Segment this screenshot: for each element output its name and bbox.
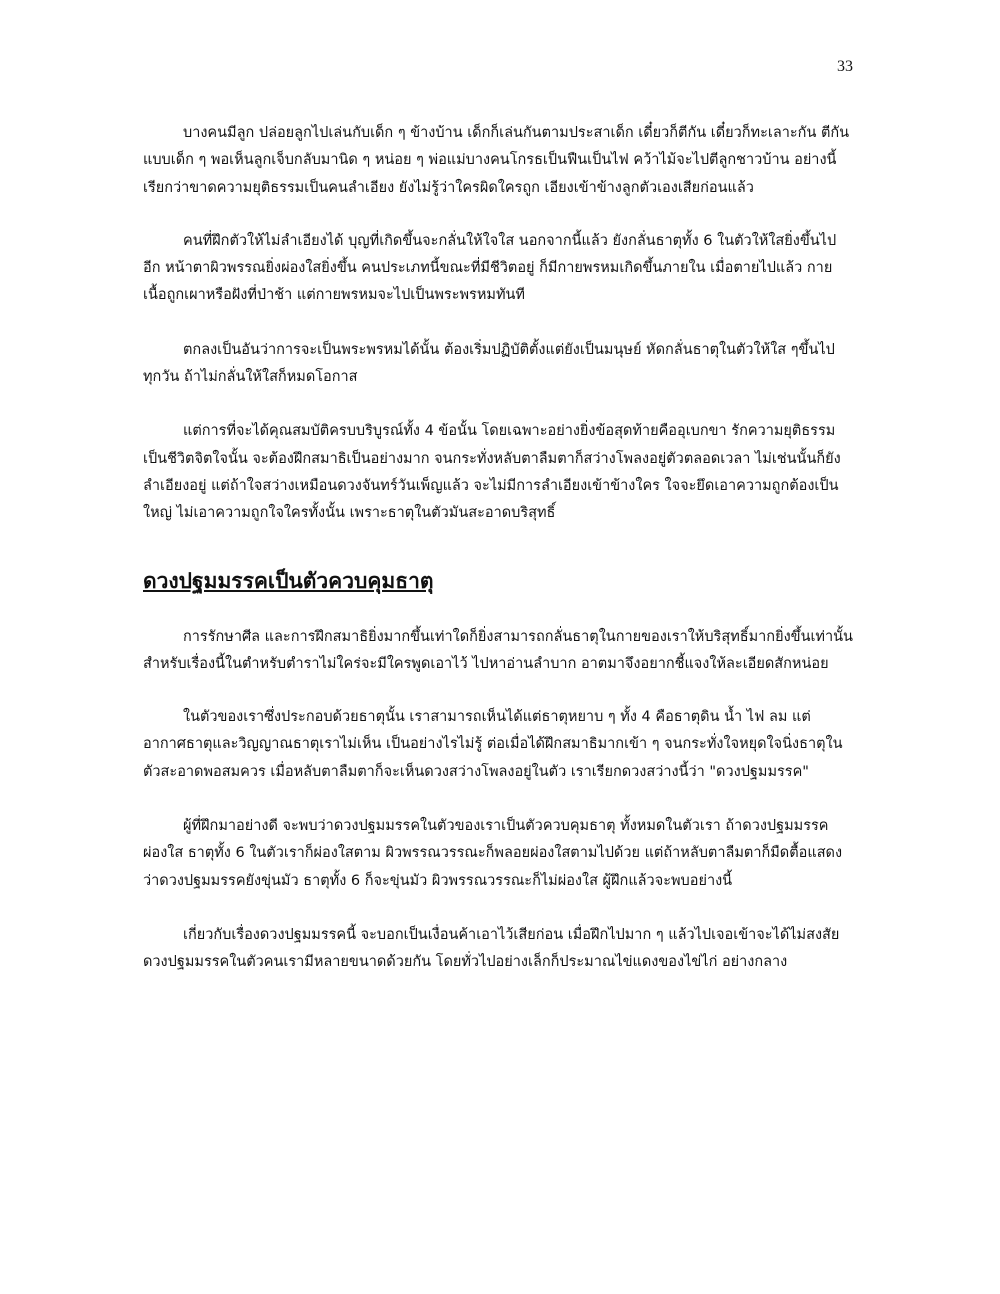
- paragraph-6: ในตัวของเราซึ่งประกอบด้วยธาตุนั้น เราสามารถเห็นได้แต่ธาตุหยาบ ๆ ทั้ง 4 คือธาตุดิน น้ำ ไฟ ลม แต่อากาศธาตุและวิญญาณธาตุเราไม่เห็น เป็นอย่างไรไม่รู้ ต่อเมื่อได้ฝึกสมาธิมากเข้า ๆ จนกระทั่งใจหยุดใจนิ่งธาตุในตัวสะอาดพอสมควร เมื่อหลับตาลืมตาก็จะเห็นดวงสว่างโพลงอยู่ในตัว เราเรียกดวงสว่างนี้ว่า "ดวงปฐมมรรค": [143, 709, 843, 780]
- paragraph-2: คนที่ฝึกตัวให้ไม่ลำเอียงได้ บุญที่เกิดขึ้นจะกลั่นให้ใจใส นอกจากนี้แล้ว ยังกลั่นธาตุทั้ง 6 ในตัวให้ใสยิ่งขึ้นไปอีก หน้าตาผิวพรรณยิ่งผ่องใสยิ่งขึ้น คนประเภทนี้ขณะที่มีชีวิตอยู่ ก็มีกายพรหมเกิดขึ้นภายใน เมื่อตายไปแล้ว กายเนื้อถูกเผาหรือฝังที่ป่าช้า แต่กายพรหมจะไปเป็นพระพรหมทันที: [143, 232, 837, 304]
- document-body: [143, 120, 853, 977]
- paragraph-4: แต่การที่จะได้คุณสมบัติครบบริบูรณ์ทั้ง 4 ข้อนั้น โดยเฉพาะอย่างยิ่งข้อสุดท้ายคืออุเบกขา รักความยุติธรรมเป็นชีวิตจิตใจนั้น จะต้องฝึกสมาธิเป็นอย่างมาก จนกระทั่งหลับตาลืมตาก็สว่างโพลงอยู่ตัวตลอดเวลา ไม่เช่นนั้นก็ยังลำเอียงอยู่ แต่ถ้าใจสว่างเหมือนดวงจันทร์วันเพ็ญแล้ว จะไม่มีการลำเอียงเข้าข้างใคร ใจจะยึดเอาความถูกต้องเป็นใหญ่ ไม่เอาความถูกใจใครทั้งนั้น เพราะธาตุในตัวมันสะอาดบริสุทธิ์: [143, 423, 841, 522]
- paragraph-5: การรักษาศีล และการฝึกสมาธิยิ่งมากขึ้นเท่าใดก็ยิ่งสามารถกลั่นธาตุในกายของเราให้บริสุทธิ์มากยิ่งขึ้นเท่านั้น สำหรับเรื่องนี้ในตำหรับตำราไม่ใคร่จะมีใครพูดเอาไว้ ไปหาอ่านลำบาก อาตมาจึงอยากชี้แจงให้ละเอียดสักหน่อย: [143, 628, 853, 672]
- section-heading: ดวงปฐมมรรคเป็นตัวควบคุมธาตุ: [143, 568, 434, 593]
- paragraph-1: บางคนมีลูก ปล่อยลูกไปเล่นกับเด็ก ๆ ข้างบ้าน เด็กก็เล่นกันตามประสาเด็ก เดี๋ยวก็ตีกัน เดี๋ยวก็ทะเลาะกัน ตีกันแบบเด็ก ๆ พอเห็นลูกเจ็บกลับมานิด ๆ หน่อย ๆ พ่อแม่บางคนโกรธเป็นฟืนเป็นไฟ คว้าไม้จะไปตีลูกชาวบ้าน อย่างนี้เรียกว่าขาดความยุติธรรมเป็นคนลำเอียง ยังไม่รู้ว่าใครผิดใครถูก เอียงเข้าข้างลูกตัวเองเสียก่อนแล้ว: [143, 125, 850, 196]
- paragraph-8: เกี่ยวกับเรื่องดวงปฐมมรรคนี้ จะบอกเป็นเงื่อนค้าเอาไว้เสียก่อน เมื่อฝึกไปมาก ๆ แล้วไปเจอเข้าจะได้ไม่สงสัย ดวงปฐมมรรคในตัวคนเรามีหลายขนาดด้วยกัน โดยทั่วไปอย่างเล็กก็ประมาณไข่แดงของไข่ไก่ อย่างกลาง: [143, 926, 840, 971]
- paragraph-7: ผู้ที่ฝึกมาอย่างดี จะพบว่าดวงปฐมมรรคในตัวของเราเป็นตัวควบคุมธาตุ ทั้งหมดในตัวเรา ถ้าดวงปฐมมรรคผ่องใส ธาตุทั้ง 6 ในตัวเราก็ผ่องใสตาม ผิวพรรณวรรณะก็พลอยผ่องใสตามไปด้วย แต่ถ้าหลับตาลืมตาก็มืดตื้อแสดงว่าดวงปฐมมรรคยังขุ่นมัว ธาตุทั้ง 6 ก็จะขุ่นมัว ผิวพรรณวรรณะก็ไม่ผ่องใส ผู้ฝึกแล้วจะพบอย่างนี้: [143, 818, 843, 889]
- paragraph-3: ตกลงเป็นอันว่าการจะเป็นพระพรหมได้นั้น ต้องเริ่มปฏิบัติตั้งแต่ยังเป็นมนุษย์ หัดกลั่นธาตุในตัวให้ใส ๆขึ้นไปทุกวัน ถ้าไม่กลั่นให้ใสก็หมดโอกาส: [143, 341, 835, 386]
- page-number: 33: [837, 58, 853, 75]
